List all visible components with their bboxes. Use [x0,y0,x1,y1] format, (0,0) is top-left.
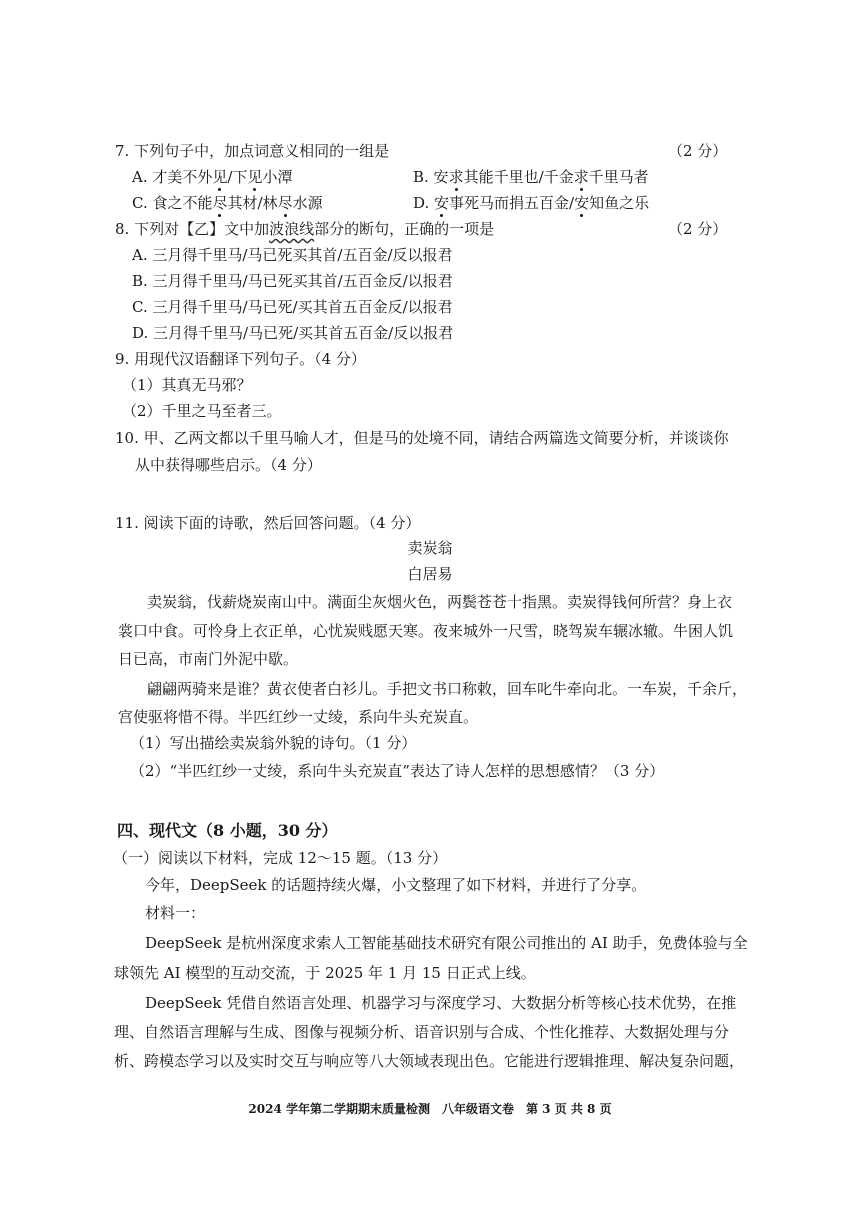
dotted-word: 安 [434,194,450,212]
poem-line: 卖炭翁，伐薪烧炭南山中。满面尘灰烟火色，两鬓苍苍十指黑。卖炭得钱何所营？身上衣 [147,593,733,611]
poem-author: 白居易 [407,565,453,583]
poem-title: 卖炭翁 [407,539,453,557]
paragraph-line: 析、跨模态学习以及实时交互与响应等八大领域表现出色。它能进行逻辑推理、解决复杂问题， [114,1052,745,1070]
q7-option-c: C. 食之不能尽其材/林尽水源 [132,194,323,212]
material-label: 材料一： [145,904,206,922]
q8-option-b: B. 三月得千里马/马已死买其首/五百金反/以报君 [132,272,453,290]
page-footer: 2024 学年第二学期期末质量检测 八年级语文卷 第 3 页 共 8 页 [248,1102,612,1116]
q7-option-d: D. 安事死马而捐五百金/安知鱼之乐 [413,194,650,212]
dotted-word: 求 [573,168,589,186]
poem-line: 日已高，市南门外泥中歇。 [118,650,299,668]
q9-sentence-2: （2）千里之马至者三。 [122,402,282,420]
q7-stem: 7. 下列句子中，加点词意义相同的一组是 [115,142,390,160]
poem-line: 翩翩两骑来是谁？黄衣使者白衫儿。手把文书口称敕，回车叱牛牵向北。一车炭，千余斤， [147,680,748,698]
q9-sentence-1: （1）其真无马邪？ [122,376,252,394]
q10-line-1: 10. 甲、乙两文都以千里马喻人才，但是马的处境不同，请结合两篇选文简要分析，并谈谈你 [115,429,729,447]
q8-score: （2 分） [668,220,728,238]
paragraph-line: DeepSeek 是杭州深度求索人工智能基础技术研究有限公司推出的 AI 助手，免费体验与全 [145,934,748,952]
dotted-word: 安 [574,194,590,212]
q7-score: （2 分） [668,142,728,160]
q8-option-d: D. 三月得千里马/马已死/买其首五百金/反以报君 [132,324,454,342]
q9-stem: 9. 用现代汉语翻译下列句子。（4 分） [115,350,366,368]
part-heading: （一）阅读以下材料，完成 12～15 题。（13 分） [113,849,448,867]
q8-stem: 8. 下列对【乙】文中加波浪线部分的断句，正确的一项是 [115,220,495,238]
paragraph-line: 理、自然语言理解与生成、图像与视频分析、语音识别与合成、个性化推荐、大数据处理与分 [114,1023,730,1041]
dotted-word: 尽 [212,194,228,212]
intro-text: 今年，DeepSeek 的话题持续火爆，小文整理了如下材料，并进行了分享。 [145,876,647,894]
q7-option-a: A. 才美不外见/下见小潭 [132,168,293,186]
q8-option-a: A. 三月得千里马/马已死买其首/五百金/反以报君 [132,246,453,264]
dotted-word: 见 [247,168,263,186]
dotted-word: 见 [212,168,228,186]
q11-sub-2: （2）“半匹红纱一丈绫，系向牛头充炭直”表达了诗人怎样的思想感情？（3 分） [130,762,665,780]
q7-option-b: B. 安求其能千里也/千金求千里马者 [413,168,649,186]
dotted-word: 尽 [277,194,293,212]
wavy-underline-text: 波浪线 [269,220,315,238]
q8-option-c: C. 三月得千里马/马已死/买其首五百金反/以报君 [132,298,453,316]
q11-stem: 11. 阅读下面的诗歌，然后回答问题。（4 分） [115,514,421,532]
paragraph-line: 球领先 AI 模型的互动交流，于 2025 年 1 月 15 日正式上线。 [114,964,536,982]
q10-line-2: 从中获得哪些启示。（4 分） [135,456,322,474]
paragraph-line: DeepSeek 凭借自然语言处理、机器学习与深度学习、大数据分析等核心技术优势，在推 [145,994,737,1012]
section-heading: 四、现代文（8 小题，30 分） [117,821,338,840]
poem-line: 宫使驱将惜不得。半匹红纱一丈绫，系向牛头充炭直。 [118,708,479,726]
q11-sub-1: （1）写出描绘卖炭翁外貌的诗句。（1 分） [130,734,417,752]
poem-line: 裳口中食。可怜身上衣正单，心忧炭贱愿天寒。夜来城外一尺雪，晓驾炭车辗冰辙。牛困人饥 [118,622,734,640]
dotted-word: 求 [448,168,464,186]
